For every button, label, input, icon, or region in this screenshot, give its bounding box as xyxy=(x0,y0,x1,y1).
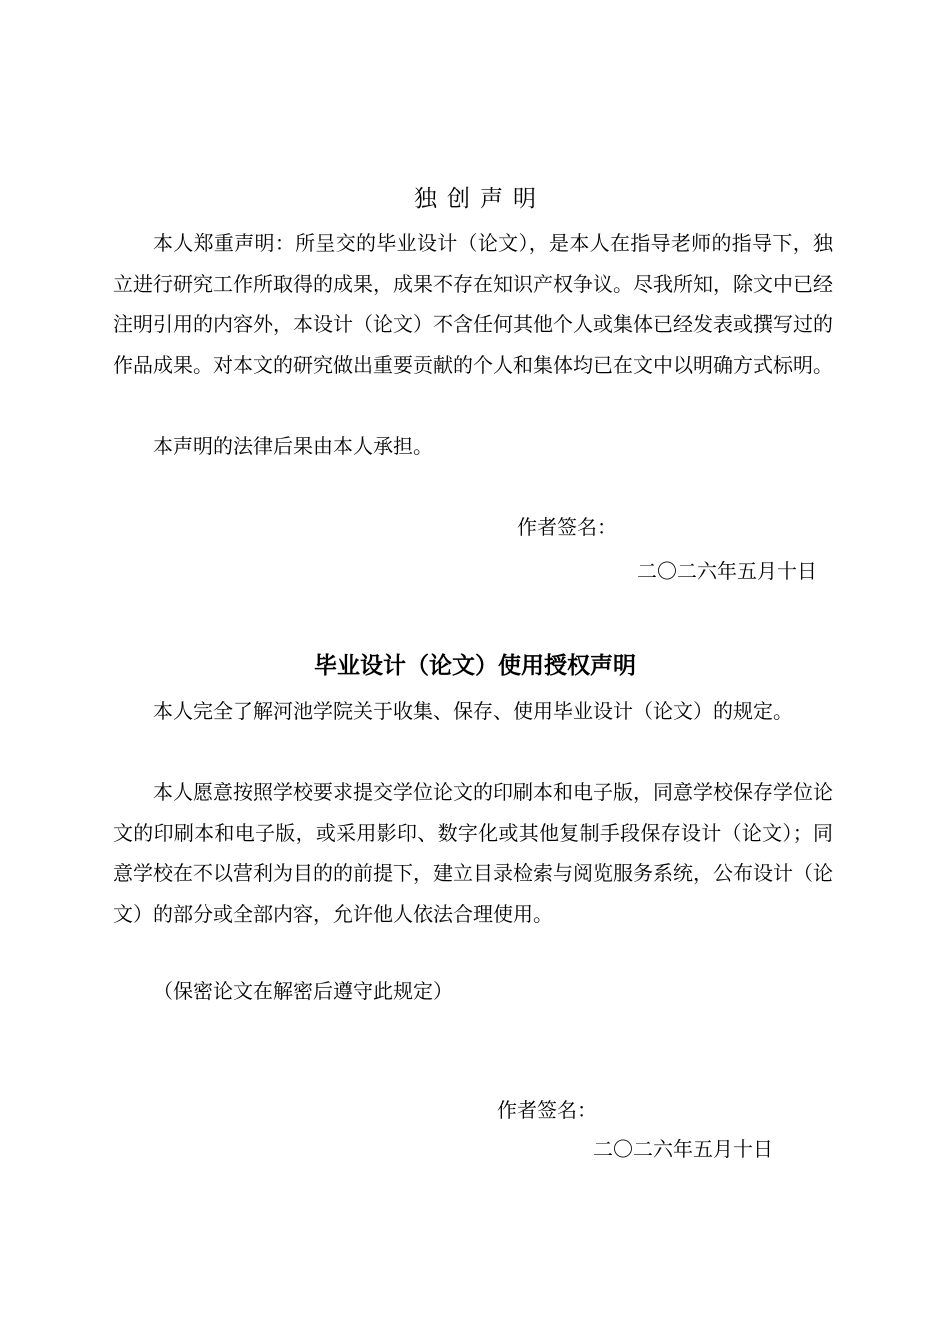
originality-date: 二〇二六年五月十日 xyxy=(637,559,817,583)
authorization-date: 二〇二六年五月十日 xyxy=(593,1137,773,1161)
originality-title: 独创声明 xyxy=(414,186,546,212)
originality-paragraph-1: 本人郑重声明：所呈交的毕业设计（论文），是本人在指导老师的指导下，独立进行研究工作所取得的成果，成果不存在知识产权争议。尽我所知，除文中已经注明引用的内容外，本设计（论文）不含任何其他个人或集体已经发表或撰写过的作品成果。对本文的研究做出重要贡献的个人和集体均已在文中以明确方式标明。 xyxy=(113,231,833,377)
authorization-paragraph-1: 本人完全了解河池学院关于收集、保存、使用毕业设计（论文）的规定。 xyxy=(153,699,793,723)
authorization-paragraph-2: 本人愿意按照学校要求提交学位论文的印刷本和电子版，同意学校保存学位论文的印刷本和电子版，或采用影印、数字化或其他复制手段保存设计（论文）；同意学校在不以营利为目的的前提下，建立目录检索与阅览服务系统，公布设计（论文）的部分或全部内容，允许他人依法合理使用。 xyxy=(113,780,833,926)
authorization-signature-label: 作者签名： xyxy=(497,1098,597,1122)
authorization-title: 毕业设计（论文）使用授权声明 xyxy=(314,653,636,679)
originality-paragraph-2: 本声明的法律后果由本人承担。 xyxy=(153,434,433,458)
originality-signature-label: 作者签名： xyxy=(517,515,617,539)
authorization-paragraph-3: （保密论文在解密后遵守此规定） xyxy=(153,979,453,1003)
